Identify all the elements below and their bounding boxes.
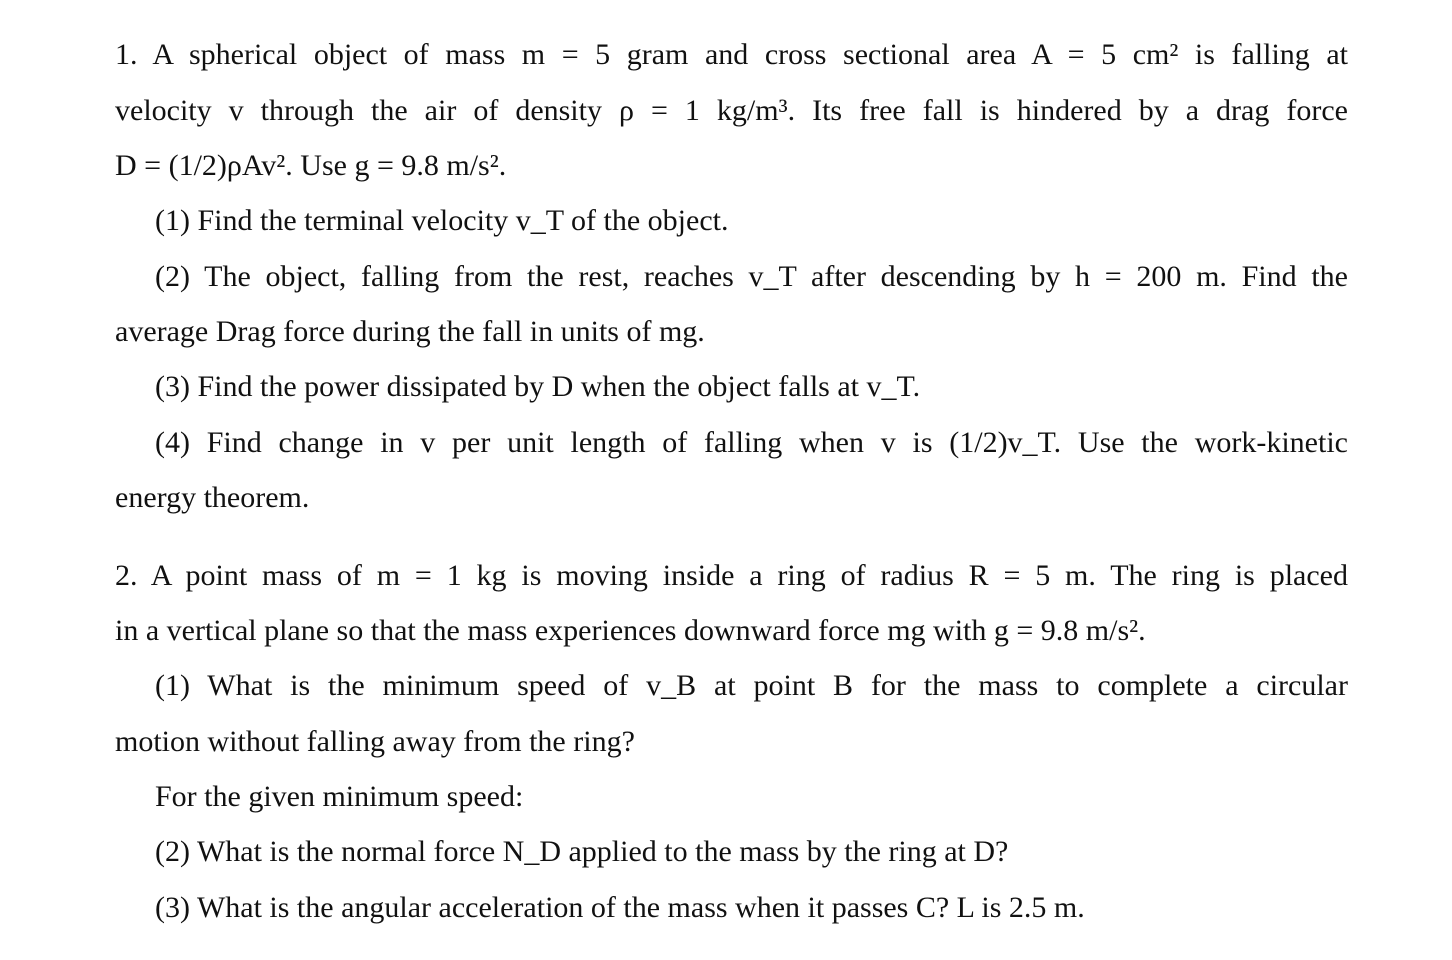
problem-1-line-1 <box>0 35 1452 75</box>
problem-2-part-2-text: (2) What is the normal force N_D applied to the mass by the ring at D? <box>155 835 1009 868</box>
problem-1-part-2-cont <box>0 312 1452 352</box>
problem-2-line-2 <box>0 611 1452 651</box>
problem-1-part-2-cont-text: average Drag force during the fall in units of mg. <box>115 315 705 348</box>
problem-2-given <box>0 777 1452 817</box>
problem-1-part-4-cont <box>0 478 1452 518</box>
problem-1-line-2 <box>0 91 1452 131</box>
problem-2-line-1-text: 2. A point mass of m = 1 kg is moving inside a ring of radius R = 5 m. The ring is placed <box>115 559 1348 592</box>
problem-2-given-text: For the given minimum speed: <box>155 780 524 813</box>
problem-2-part-2 <box>0 832 1452 872</box>
problem-1-part-3 <box>0 367 1452 407</box>
problem-2-part-1 <box>0 666 1452 706</box>
problem-1-part-4-text: (4) Find change in v per unit length of falling when v is (1/2)v_T. Use the work-kinetic <box>155 426 1348 459</box>
problem-2-part-1-text: (1) What is the minimum speed of v_B at point B for the mass to complete a circular <box>155 669 1348 702</box>
problem-1-line-1-text: 1. A spherical object of mass m = 5 gram and cross sectional area A = 5 cm² is falling at <box>115 38 1348 71</box>
problem-1-part-1 <box>0 201 1452 241</box>
problem-2-part-3 <box>0 888 1452 928</box>
problem-2-line-2-text: in a vertical plane so that the mass experiences downward force mg with g = 9.8 m/s². <box>115 614 1146 647</box>
problem-2-line-1 <box>0 556 1452 596</box>
problem-1-part-4-cont-text: energy theorem. <box>115 481 310 514</box>
problem-1-line-3 <box>0 146 1452 186</box>
problem-1-line-3-text: D = (1/2)ρAv². Use g = 9.8 m/s². <box>115 149 507 182</box>
problem-1-part-1-text: (1) Find the terminal velocity v_T of the object. <box>155 204 729 237</box>
problem-1-part-2-text: (2) The object, falling from the rest, reaches v_T after descending by h = 200 m. Find the <box>155 260 1348 293</box>
problem-2-part-1-cont-text: motion without falling away from the ring? <box>115 725 635 758</box>
problem-1-part-3-text: (3) Find the power dissipated by D when the object falls at v_T. <box>155 370 921 403</box>
problem-1-part-2 <box>0 257 1452 297</box>
problem-1-part-4 <box>0 423 1452 463</box>
problem-2-part-3-text: (3) What is the angular acceleration of the mass when it passes C? L is 2.5 m. <box>155 891 1085 924</box>
problem-1-line-2-text: velocity v through the air of density ρ = 1 kg/m³. Its free fall is hindered by a drag force <box>115 94 1348 127</box>
problem-2-part-1-cont <box>0 722 1452 762</box>
